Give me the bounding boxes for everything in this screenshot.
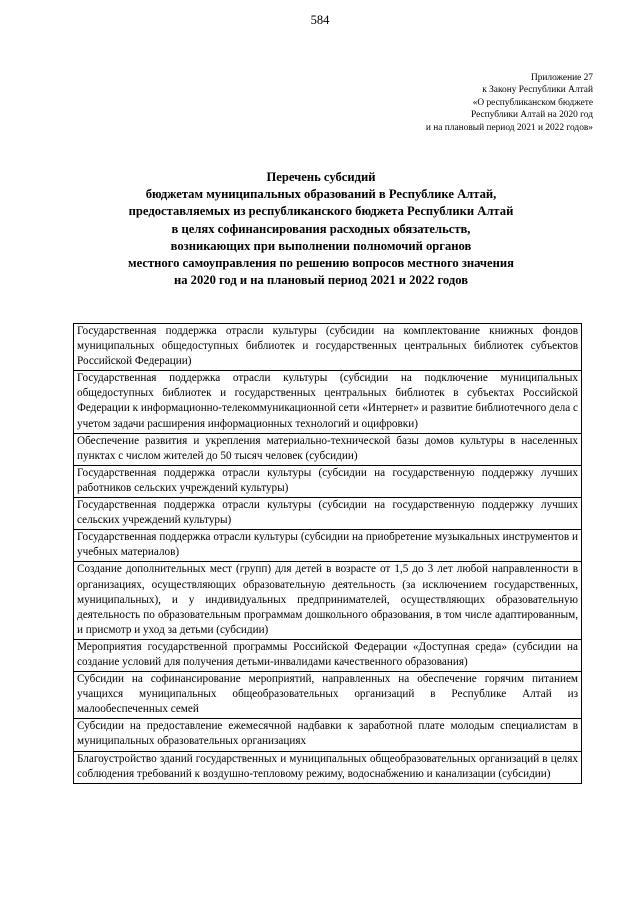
table-cell: Государственная поддержка отрасли культуры (субсидии на подключение муниципальных общедоступных библиотек и государственных центральных библиотек в субъектах Российской Федерации к информационно-телекоммуникационной сети «Интернет» и развитие библиотечного дела с учетом задачи расширения информационных технологий и оцифровки) bbox=[74, 371, 582, 433]
title-line: на 2020 год и на плановый период 2021 и 2022 годов bbox=[173, 273, 469, 288]
title-line: местного самоуправления по решению вопросов местного значения bbox=[128, 256, 514, 271]
title-line: предоставляемых из республиканского бюджета Республики Алтай bbox=[128, 204, 514, 219]
table-cell: Государственная поддержка отрасли культуры (субсидии на приобретение музыкальных инструментов и учебных материалов) bbox=[74, 530, 582, 562]
appendix-line: и на плановый период 2021 и 2022 годов» bbox=[425, 122, 593, 133]
subsidies-table bbox=[73, 323, 582, 784]
table-row bbox=[74, 719, 582, 751]
title-line: бюджетам муниципальных образований в Республике Алтай, bbox=[145, 187, 497, 202]
appendix-line: Республики Алтай на 2020 год bbox=[471, 110, 593, 121]
appendix-line: Приложение 27 bbox=[530, 73, 593, 83]
title-line: Перечень субсидий bbox=[266, 170, 376, 184]
table-row bbox=[74, 371, 582, 433]
title-line: возникающих при выполнении полномочий органов bbox=[170, 238, 472, 253]
table-cell: Государственная поддержка отрасли культуры (субсидии на комплектование книжных фондов муниципальных общедоступных библиотек и государственных центральных библиотек субъектов Российской Федерации) bbox=[74, 324, 582, 371]
table-cell: Обеспечение развития и укрепления материально-технической базы домов культуры в населенных пунктах с числом жителей до 50 тысяч человек (субсидии) bbox=[74, 433, 582, 465]
table-row bbox=[74, 498, 582, 530]
table-row bbox=[74, 672, 582, 719]
table-row bbox=[74, 530, 582, 562]
table-row bbox=[74, 751, 582, 783]
table-cell: Субсидии на софинансирование мероприятий, направленных на обеспечение горячим питанием учащихся муниципальных общеобразовательных организаций в Республике Алтай из малообеспеченных семей bbox=[74, 672, 582, 719]
table-cell: Субсидии на предоставление ежемесячной надбавки к заработной плате молодым специалистам в муниципальных образовательных организациях bbox=[74, 719, 582, 751]
appendix-line: «О республиканском бюджете bbox=[472, 97, 593, 108]
table-row bbox=[74, 433, 582, 465]
table-cell: Благоустройство зданий государственных и муниципальных общеобразовательных организаций в целях соблюдения требований к воздушно-тепловому режиму, водоснабжению и канализации (субсидии) bbox=[74, 751, 582, 783]
table-cell: Создание дополнительных мест (групп) для детей в возрасте от 1,5 до 3 лет любой направленности в организациях, осуществляющих образовательную деятельность (за исключением государственных, муниципальных), и у индивидуальных предпринимателей, осуществляющих образовательную деятельность по образовательным программам дошкольного образования, в том числе адаптированным, и присмотр и уход за детьми (субсидии) bbox=[74, 562, 582, 639]
table-row bbox=[74, 324, 582, 371]
table-row bbox=[74, 562, 582, 639]
table-row bbox=[74, 465, 582, 497]
table-cell: Государственная поддержка отрасли культуры (субсидии на государственную поддержку лучших сельских учреждений культуры) bbox=[74, 498, 582, 530]
page-number: 584 bbox=[310, 13, 330, 27]
table-cell: Мероприятия государственной программы Российской Федерации «Доступная среда» (субсидии на создание условий для получения детьми-инвалидами качественного образования) bbox=[74, 639, 582, 671]
appendix-note bbox=[426, 72, 593, 134]
title-line: в целях софинансирования расходных обязательств, bbox=[171, 221, 471, 236]
appendix-line: к Закону Республики Алтай bbox=[482, 85, 593, 96]
document-title bbox=[60, 169, 582, 289]
table-cell: Государственная поддержка отрасли культуры (субсидии на государственную поддержку лучших работников сельских учреждений культуры) bbox=[74, 465, 582, 497]
table-row bbox=[74, 639, 582, 671]
